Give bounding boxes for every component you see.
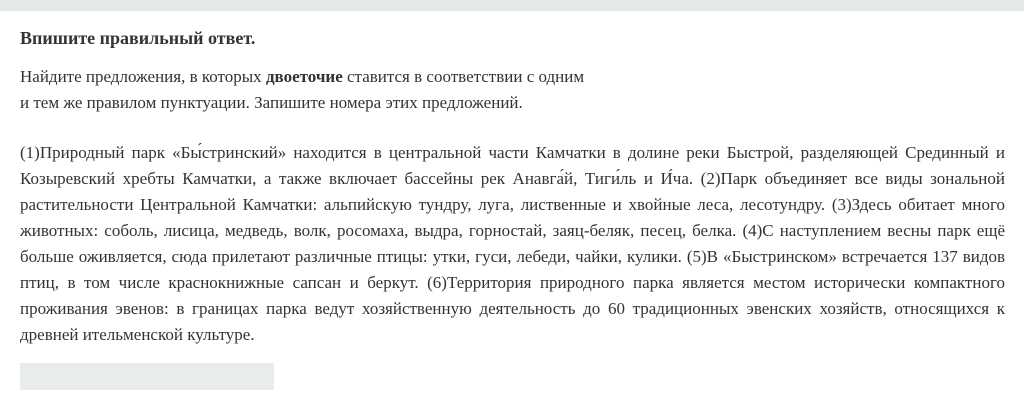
task-container	[0, 28, 1024, 390]
task-instruction	[20, 64, 1005, 116]
instruction-text-after-keyword: ставится в соответствии с одним	[342, 67, 585, 86]
answer-input[interactable]	[20, 363, 274, 390]
task-heading: Впишите правильный ответ.	[20, 28, 256, 48]
instruction-text-line2: и тем же правилом пунктуации. Запишите номера этих предложений.	[20, 93, 523, 112]
instruction-keyword: двоеточие	[265, 67, 343, 86]
top-bar	[0, 0, 1024, 11]
instruction-text-before-keyword: Найдите предложения, в которых	[20, 67, 266, 86]
passage-text: (1)Природный парк «Бы́стринский» находится в центральной части Камчатки в долине реки Быстрой, разделяющей Срединный и Козыревский хребты Камчатки, а также включает бассейны рек Анавга́й, Тиги́ль и И́ча. (2)Парк объединяет все виды зональной растительности Центральной Камчатки: альпийскую тундру, луга, лиственные и хвойные леса, лесотундру. (3)Здесь обитает много животных: соболь, лисица, медведь, волк, росомаха, выдра, горностай, заяц-беляк, песец, белка. (4)С наступлением весны парк ещё больше оживляется, сюда прилетают различные птицы: утки, гуси, лебеди, чайки, кулики. (5)В «Быстринском» встречается 137 видов птиц, в том числе краснокнижные сапсан и беркут. (6)Территория природного парка является местом исторически компактного проживания эвенов: в границах парка ведут хозяйственную деятельность до 60 традиционных эвенских хозяйств, относящихся к древней ительменской культуре.	[20, 143, 1005, 344]
